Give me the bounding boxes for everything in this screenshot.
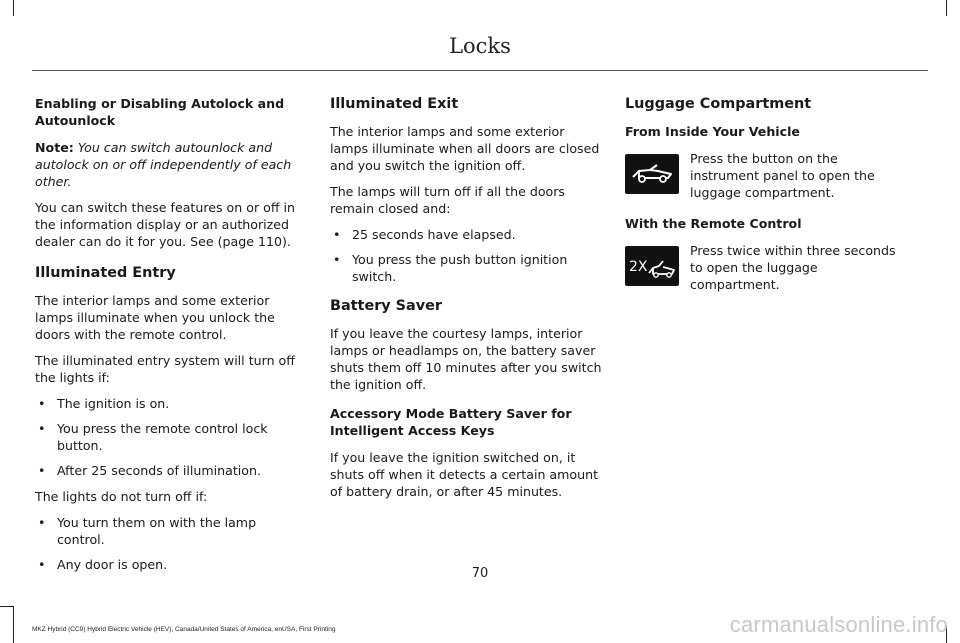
remote-icon-label: 2X [629, 259, 648, 275]
entry-paragraph-2: The illuminated entry system will turn off the lights if: [35, 353, 295, 385]
remote-trunk-2x-icon [625, 246, 679, 286]
not-off-list [35, 514, 307, 573]
illuminated-entry-heading: Illuminated Entry [35, 265, 176, 281]
exit-list [330, 226, 602, 285]
exit-paragraph-1: The interior lamps and some exterior lamps illuminate when all doors are closed and you switch the ignition off. [330, 124, 600, 173]
list-item: • You turn them on with the lamp control. [35, 514, 307, 548]
printing-info: MKZ Hybrid (CC9) Hybrid Electric Vehicle (HEV), Canada/United States of America, enUSA, First Printing [32, 626, 336, 633]
list-item: • Any door is open. [35, 556, 307, 573]
battery-saver-heading: Battery Saver [330, 298, 442, 314]
battery-saver-paragraph: If you leave the courtesy lamps, interior lamps or headlamps on, the battery saver shuts them off 10 minutes after you switch the ignition off. [330, 326, 602, 392]
page-number: 70 [471, 566, 489, 581]
illuminated-exit-heading: Illuminated Exit [330, 96, 459, 112]
inside-vehicle-row [625, 150, 900, 201]
crop-mark-top-right-v [946, 0, 947, 16]
autolock-heading: Enabling or Disabling Autolock and Autounlock [35, 96, 285, 128]
crop-mark-top-left-v [13, 0, 14, 16]
column-left [35, 95, 307, 582]
list-item: • 25 seconds have elapsed. [330, 226, 602, 243]
exit-paragraph-2: The lamps will turn off if all the doors remain closed and: [330, 184, 565, 216]
remote-control-text: Press twice within three seconds to open the luggage compartment. [690, 243, 896, 292]
remote-control-heading: With the Remote Control [625, 216, 802, 231]
switch-paragraph: You can switch these features on or off in the information display or an authorized dealer can do it for you. See (page 110). [35, 200, 295, 249]
turn-off-list [35, 395, 307, 479]
inside-vehicle-text: Press the button on the instrument panel to open the luggage compartment. [690, 151, 875, 200]
column-right [625, 95, 900, 307]
luggage-compartment-heading: Luggage Compartment [625, 96, 812, 112]
note-paragraph [35, 139, 307, 190]
crop-mark-bottom-left-h [0, 606, 14, 607]
list-item: • You press the remote control lock button. [35, 420, 307, 454]
remote-control-row [625, 242, 900, 293]
watermark: carmanualsonline.info [729, 612, 948, 637]
list-item: • You press the push button ignition switch. [330, 251, 602, 285]
list-item: • After 25 seconds of illumination. [35, 462, 307, 479]
trunk-open-icon [625, 154, 679, 194]
accessory-mode-heading: Accessory Mode Battery Saver for Intelligent Access Keys [330, 406, 572, 438]
header-divider [32, 70, 928, 71]
entry-paragraph-1: The interior lamps and some exterior lamps illuminate when you unlock the doors with the remote control. [35, 293, 275, 342]
crop-mark-bottom-left-v [13, 606, 14, 643]
note-text: You can switch autounlock and autolock on or off independently of each other. [35, 140, 292, 189]
note-label: Note: [35, 140, 74, 155]
inside-vehicle-heading: From Inside Your Vehicle [625, 124, 800, 139]
list-item: • The ignition is on. [35, 395, 307, 412]
accessory-mode-paragraph: If you leave the ignition switched on, it shuts off when it detects a certain amount of battery drain, or after 45 minutes. [330, 450, 599, 499]
column-middle [330, 95, 602, 509]
page-title: Locks [449, 34, 511, 58]
not-off-paragraph: The lights do not turn off if: [35, 489, 208, 504]
